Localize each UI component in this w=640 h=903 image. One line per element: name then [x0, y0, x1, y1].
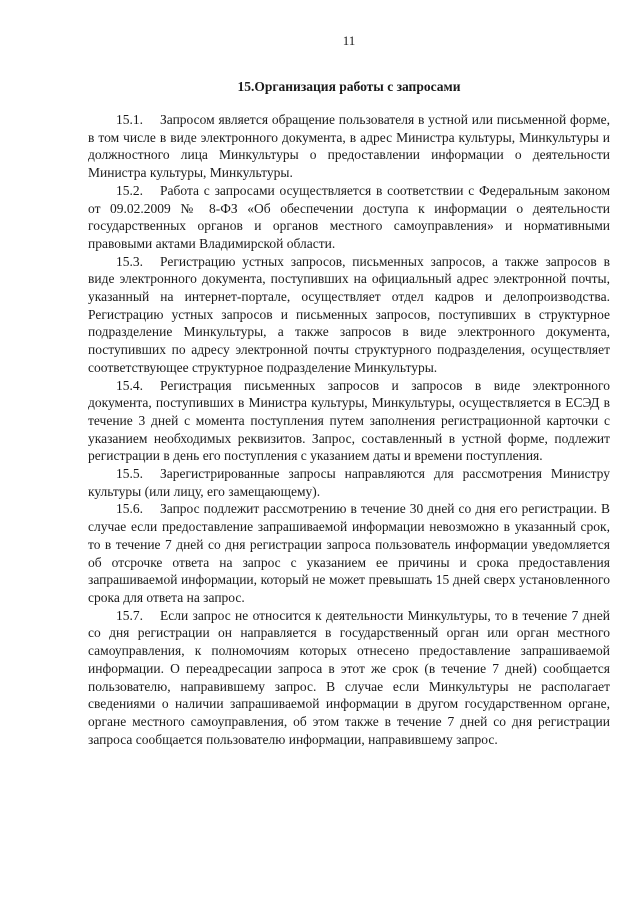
paragraph-text: Работа с запросами осуществляется в соответствии с Федеральным законом от 09.02.2009 № 8-ФЗ «Об обеспечении доступа к информации о деятельности государственных органов и органов местного самоуправления» и нормативными правовыми актами Владимирской области. — [88, 182, 610, 251]
paragraph-number: 15.4. — [116, 377, 143, 393]
paragraph-text: Зарегистрированные запросы направляются для рассмотрения Министру культуры (или лицу, его замещающему). — [88, 466, 610, 499]
paragraph-text: Запросом является обращение пользователя в устной или письменной форме, в том числе в виде электронного документа, в адрес Министра культуры, Минкультуры и должностного лица Минкультуры о предоставлении информации о деятельности Министра культуры, Минкультуры. — [88, 112, 610, 181]
paragraph-number: 15.6. — [116, 501, 143, 517]
paragraph-15-3 — [88, 253, 610, 377]
paragraph-text: Запрос подлежит рассмотрению в течение 30 дней со дня его регистрации. В случае если предоставление запрашиваемой информации невозможно в указанный срок, то в течение 7 дней со дня регистрации запроса пользователь информации уведомляется об отсрочке ответа на запрос с указанием ее причины и срока предоставления запрашиваемой информации, который не может превышать 15 дней сверх установленного срока для ответа на запрос. — [88, 501, 610, 605]
paragraph-15-5 — [88, 465, 610, 500]
paragraph-15-4 — [88, 377, 610, 466]
paragraph-text: Регистрация письменных запросов и запросов в виде электронного документа, поступивших в Министра культуры, Минкультуры, осуществляется в ЕСЭД в течение 3 дней с момента поступления путем заполнения регистрационной карточки с указанием необходимых реквизитов. Запрос, составленный в устной форме, подлежит регистрации в день его поступления с указанием даты и времени поступления. — [88, 377, 610, 464]
page-number: 11 — [342, 33, 356, 48]
section-title: 15.Организация работы с запросами — [237, 79, 461, 94]
paragraph-text: Если запрос не относится к деятельности Минкультуры, то в течение 7 дней со дня регистрации он направляется в государственный орган или орган местного самоуправления, к полномочиям которых отнесено предоставление запрашиваемой информации. О переадресации запроса в этот же срок (в течение 7 дней) сообщается пользователю, направившему запрос. В случае если Минкультуры не располагает сведениями о наличии запрашиваемой информации в другом государственном органе, органе местного самоуправления, об этом также в течение 7 дней со дня регистрации запроса сообщается пользователю информации, направившему запрос. — [88, 607, 610, 747]
paragraph-text: Регистрацию устных запросов, письменных запросов, а также запросов в виде электронного документа, поступивших на официальный адрес электронной почты, указанный на интернет-портале, осуществляет отдел кадров и делопроизводства. Регистрацию устных запросов и письменных запросов, поступивших в структурное подразделение Минкультуры, а также запросов в виде электронного документа, поступивших по адресу электронной почты структурного подразделения, осуществляет соответствующее структурное подразделение Минкультуры. — [88, 253, 610, 375]
paragraph-number: 15.7. — [116, 607, 143, 623]
paragraph-number: 15.2. — [116, 182, 143, 198]
paragraph-15-2 — [88, 182, 610, 253]
paragraph-number: 15.1. — [116, 112, 143, 127]
paragraph-15-1 — [88, 111, 610, 182]
section-body — [88, 111, 610, 748]
paragraph-number: 15.5. — [116, 466, 143, 482]
paragraph-number: 15.3. — [116, 253, 143, 269]
paragraph-15-6 — [88, 500, 610, 606]
paragraph-15-7 — [88, 607, 610, 749]
